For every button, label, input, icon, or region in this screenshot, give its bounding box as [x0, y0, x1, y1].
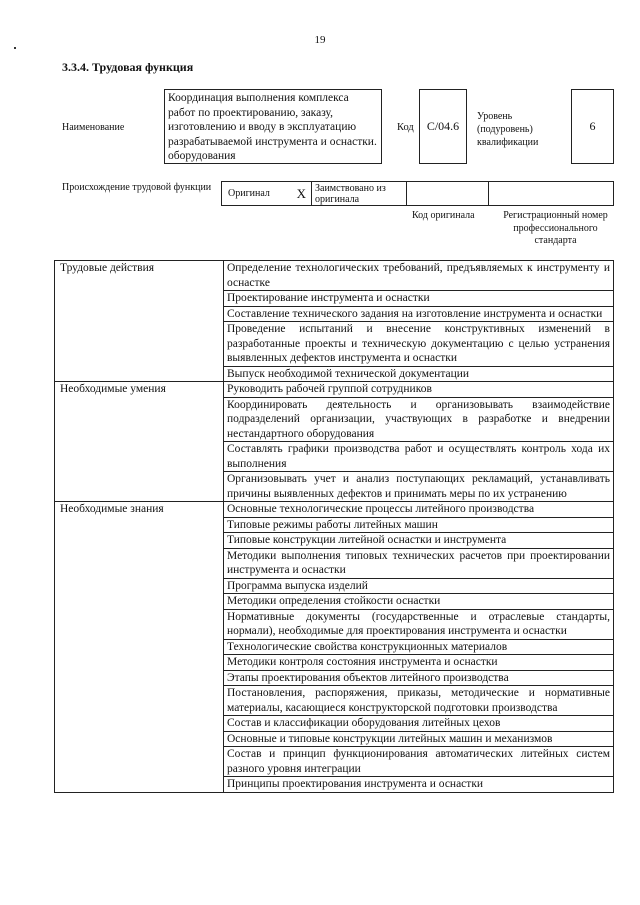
- section-item-cell: Методики выполнения типовых технических расчетов при проектировании инструмента и оснастки: [224, 548, 614, 578]
- origin-reg-number-cell: [489, 182, 613, 205]
- table-row: [55, 382, 614, 398]
- section-item-cell: Организовывать учет и анализ поступающих рекламаций, устанавливать причины выявленных дефектов и принимать меры по их устранению: [224, 472, 614, 502]
- origin-borrowed-cell: Заимствовано из оригинала: [312, 182, 407, 205]
- section-item-cell: Основные и типовые конструкции литейных машин и механизмов: [224, 731, 614, 747]
- qualification-level-label: [477, 110, 559, 149]
- section-item-cell: Этапы проектирования объектов литейного производства: [224, 670, 614, 686]
- registration-number-caption: Регистрационный номер профессионального стандарта: [503, 210, 608, 246]
- qualification-level-value: 6: [571, 89, 614, 164]
- code-label: Код: [397, 122, 414, 133]
- section-item-cell: Составление технического задания на изготовление инструмента и оснастки: [224, 306, 614, 322]
- scan-speck: [14, 47, 16, 49]
- section-item-cell: Выпуск необходимой технической документации: [224, 366, 614, 382]
- code-of-original-caption: Код оригинала: [412, 210, 475, 221]
- section-item-cell: Руководить рабочей группой сотрудников: [224, 382, 614, 398]
- section-item-cell: Основные технологические процессы литейного производства: [224, 502, 614, 518]
- section-item-cell: Методики контроля состояния инструмента и оснастки: [224, 655, 614, 671]
- section-title: 3.3.4. Трудовая функция: [62, 60, 194, 74]
- section-item-cell: Координировать деятельность и организовывать взаимодействие подразделений организации, участвующих в разработке и внедрении нестандартного оборудования: [224, 397, 614, 442]
- section-item-cell: Методики определения стойкости оснастки: [224, 594, 614, 610]
- origin-original-mark: X: [296, 186, 306, 201]
- section-title-cell: Необходимые знания: [55, 502, 224, 793]
- section-title-cell: Трудовые действия: [55, 261, 224, 382]
- section-item-cell: Составлять графики производства работ и осуществлять контроль хода их выполнения: [224, 442, 614, 472]
- section-item-cell: Технологические свойства конструкционных материалов: [224, 639, 614, 655]
- section-item-cell: Нормативные документы (государственные и отраслевые стандарты, нормали), необходимые для проектирования инструмента и оснастки: [224, 609, 614, 639]
- name-label: Наименование: [62, 122, 125, 133]
- section-item-cell: Типовые конструкции литейной оснастки и инструмента: [224, 533, 614, 549]
- section-item-cell: Принципы проектирования инструмента и оснастки: [224, 777, 614, 793]
- origin-original-cell: [222, 182, 312, 205]
- origin-code-cell: [407, 182, 489, 205]
- page-number: 19: [314, 34, 326, 46]
- section-item-cell: Определение технологических требований, предъявляемых к инструменту и оснастке: [224, 261, 614, 291]
- code-value: С/04.6: [419, 89, 467, 164]
- section-item-cell: Проектирование инструмента и оснастки: [224, 291, 614, 307]
- section-item-cell: Типовые режимы работы литейных машин: [224, 517, 614, 533]
- section-item-cell: Постановления, распоряжения, приказы, методические и нормативные материалы, касающиеся конструкторской подготовки производства: [224, 686, 614, 716]
- origin-original-label: Оригинал: [228, 188, 270, 199]
- section-item-cell: Проведение испытаний и внесение конструктивных изменений в разработанные проекты и техническую документацию с целью устранения выявленных дефектов инструмента и оснастки: [224, 322, 614, 367]
- qualification-level-text: Уровень (подуровень) квалификации: [477, 111, 539, 148]
- table-row: [55, 261, 614, 291]
- section-item-cell: Состав и принцип функционирования автоматических литейных систем разного уровня интеграции: [224, 747, 614, 777]
- function-details-body: [55, 261, 614, 793]
- section-title-cell: Необходимые умения: [55, 382, 224, 502]
- origin-table: [221, 181, 614, 206]
- table-row: [55, 502, 614, 518]
- origin-label: Происхождение трудовой функции: [62, 182, 212, 193]
- function-details-table: [54, 260, 614, 793]
- section-item-cell: Состав и классификации оборудования литейных цехов: [224, 716, 614, 732]
- section-item-cell: Программа выпуска изделий: [224, 578, 614, 594]
- function-name-value: Координация выполнения комплекса работ по проектированию, заказу, изготовлению и вводу в эксплуатацию разрабатываемой инструмента и оснастки. оборудования: [164, 89, 382, 164]
